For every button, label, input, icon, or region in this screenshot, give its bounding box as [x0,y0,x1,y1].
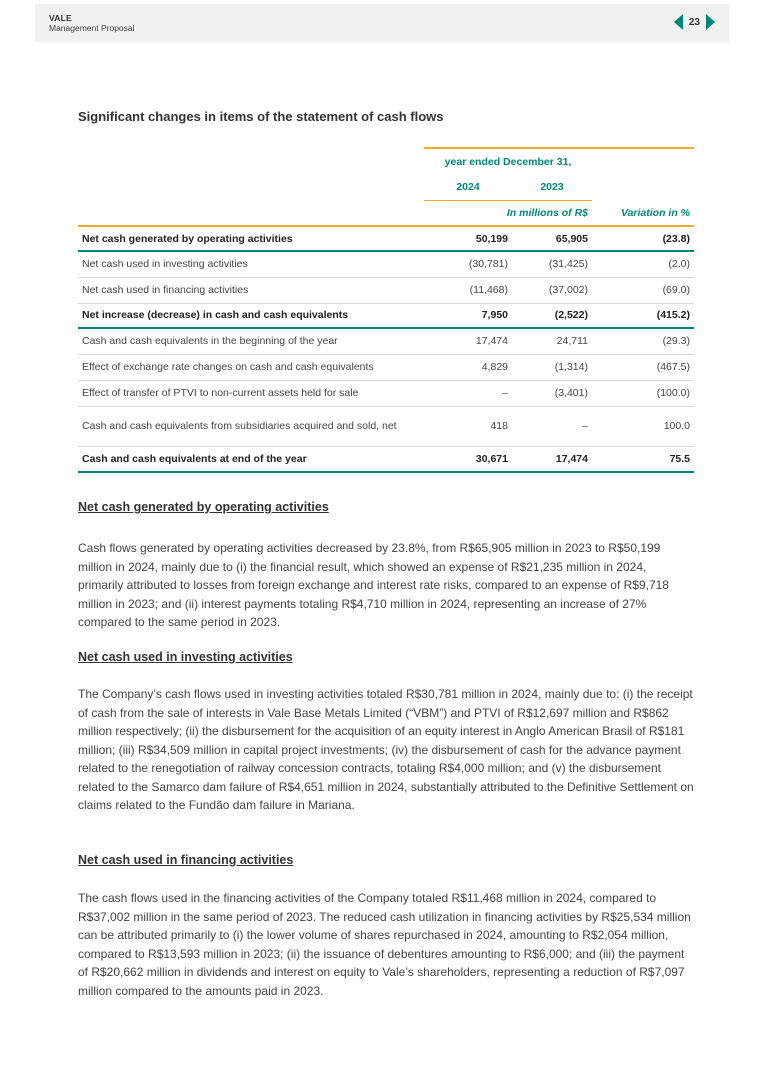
table-row: Net cash used in investing activities (30,781) (31,425) (2.0) [78,251,694,277]
page-number: 23 [688,16,700,28]
table-header-period [78,148,694,174]
period-header: year ended December 31, [424,148,592,174]
page-navigator [674,14,715,30]
table-row: Net cash generated by operating activities 50,199 65,905 (23.8) [78,226,694,251]
table-row: Net cash used in financing activities (11,468) (37,002) (69.0) [78,277,694,303]
brand-name: VALE [49,13,72,23]
table-header-units [78,200,694,226]
next-page-icon[interactable] [706,14,715,30]
year-2023-header: 2023 [540,180,564,193]
operating-activities-paragraph: Cash flows generated by operating activities decreased by 23.8%, from R$65,905 million in 2023 to R$50,199 million in 2024, mainly due to (i) the financial result, which showed an expense of R$21,235 million in 2024, primarily attributed to losses from foreign exchange and interest rate risks, compared to an expense of R$9,718 million in 2023; and (ii) interest payments totaling R$4,710 million in 2024, representing an increase of 27% compared to the same period in 2023. [78,541,669,629]
page-header [35,4,729,42]
previous-page-icon[interactable] [674,14,683,30]
table-row: Cash and cash equivalents at end of the year 30,671 17,474 75.5 [78,446,694,472]
table-row: Cash and cash equivalents in the beginning of the year 17,474 24,711 (29.3) [78,328,694,354]
year-2024-header: 2024 [456,180,480,193]
financing-activities-paragraph: The cash flows used in the financing activities of the Company totaled R$11,468 million in 2024, compared to R$37,002 million in the same period of 2023. The reduced cash utilization in financing activities by R$25,534 million can be attributed primarily to (i) the lower volume of shares repurchased in 2024, amounting to R$2,054 million, compared to R$13,593 million in 2023; (ii) the issuance of debentures amounting to R$6,000; and (iii) the payment of R$20,662 million in dividends and interest on equity to Vale’s shareholders, representing a reduction of R$7,097 million compared to the amounts paid in 2023. [78,891,691,998]
cash-flow-table [78,147,694,473]
table-row: Cash and cash equivalents from subsidiaries acquired and sold, net 418 – 100.0 [78,406,694,446]
variation-label: Variation in % [620,206,690,219]
table-row: Effect of transfer of PTVI to non-current assets held for sale – (3,401) (100.0) [78,380,694,406]
investing-activities-heading: Net cash used in investing activities [78,650,293,664]
operating-activities-heading: Net cash generated by operating activities [78,500,329,514]
document-subtitle: Management Proposal [49,23,135,33]
investing-activities-paragraph: The Company’s cash flows used in investing activities totaled R$30,781 million in 2024, mainly due to: (i) the receipt of cash from the sale of interests in Vale Base Metals Limited (“VBM”) and PTVI of R$12,697 million and R$862 million respectively; (ii) the disbursement for the acquisition of an equity interest in Anglo American Brasil of R$181 million; (iii) R$34,509 million in capital project investments; (iv) the disbursement of cash for the advance payment related to the renegotiation of railway concession contracts, totaling R$4,000 million; and (v) the disbursement related to the Samarco dam failure of R$4,651 million in 2024, substantially attributed to the Definitive Settlement on claims related to the Fundão dam failure in Mariana. [78,687,694,812]
table-row: Net increase (decrease) in cash and cash equivalents 7,950 (2,522) (415.2) [78,303,694,328]
table-header-years [78,174,694,200]
table-row: Effect of exchange rate changes on cash and cash equivalents 4,829 (1,314) (467.5) [78,354,694,380]
financing-activities-heading: Net cash used in financing activities [78,853,294,867]
units-label: In millions of R$ [424,200,592,226]
section-title: Significant changes in items of the statement of cash flows [78,109,444,124]
